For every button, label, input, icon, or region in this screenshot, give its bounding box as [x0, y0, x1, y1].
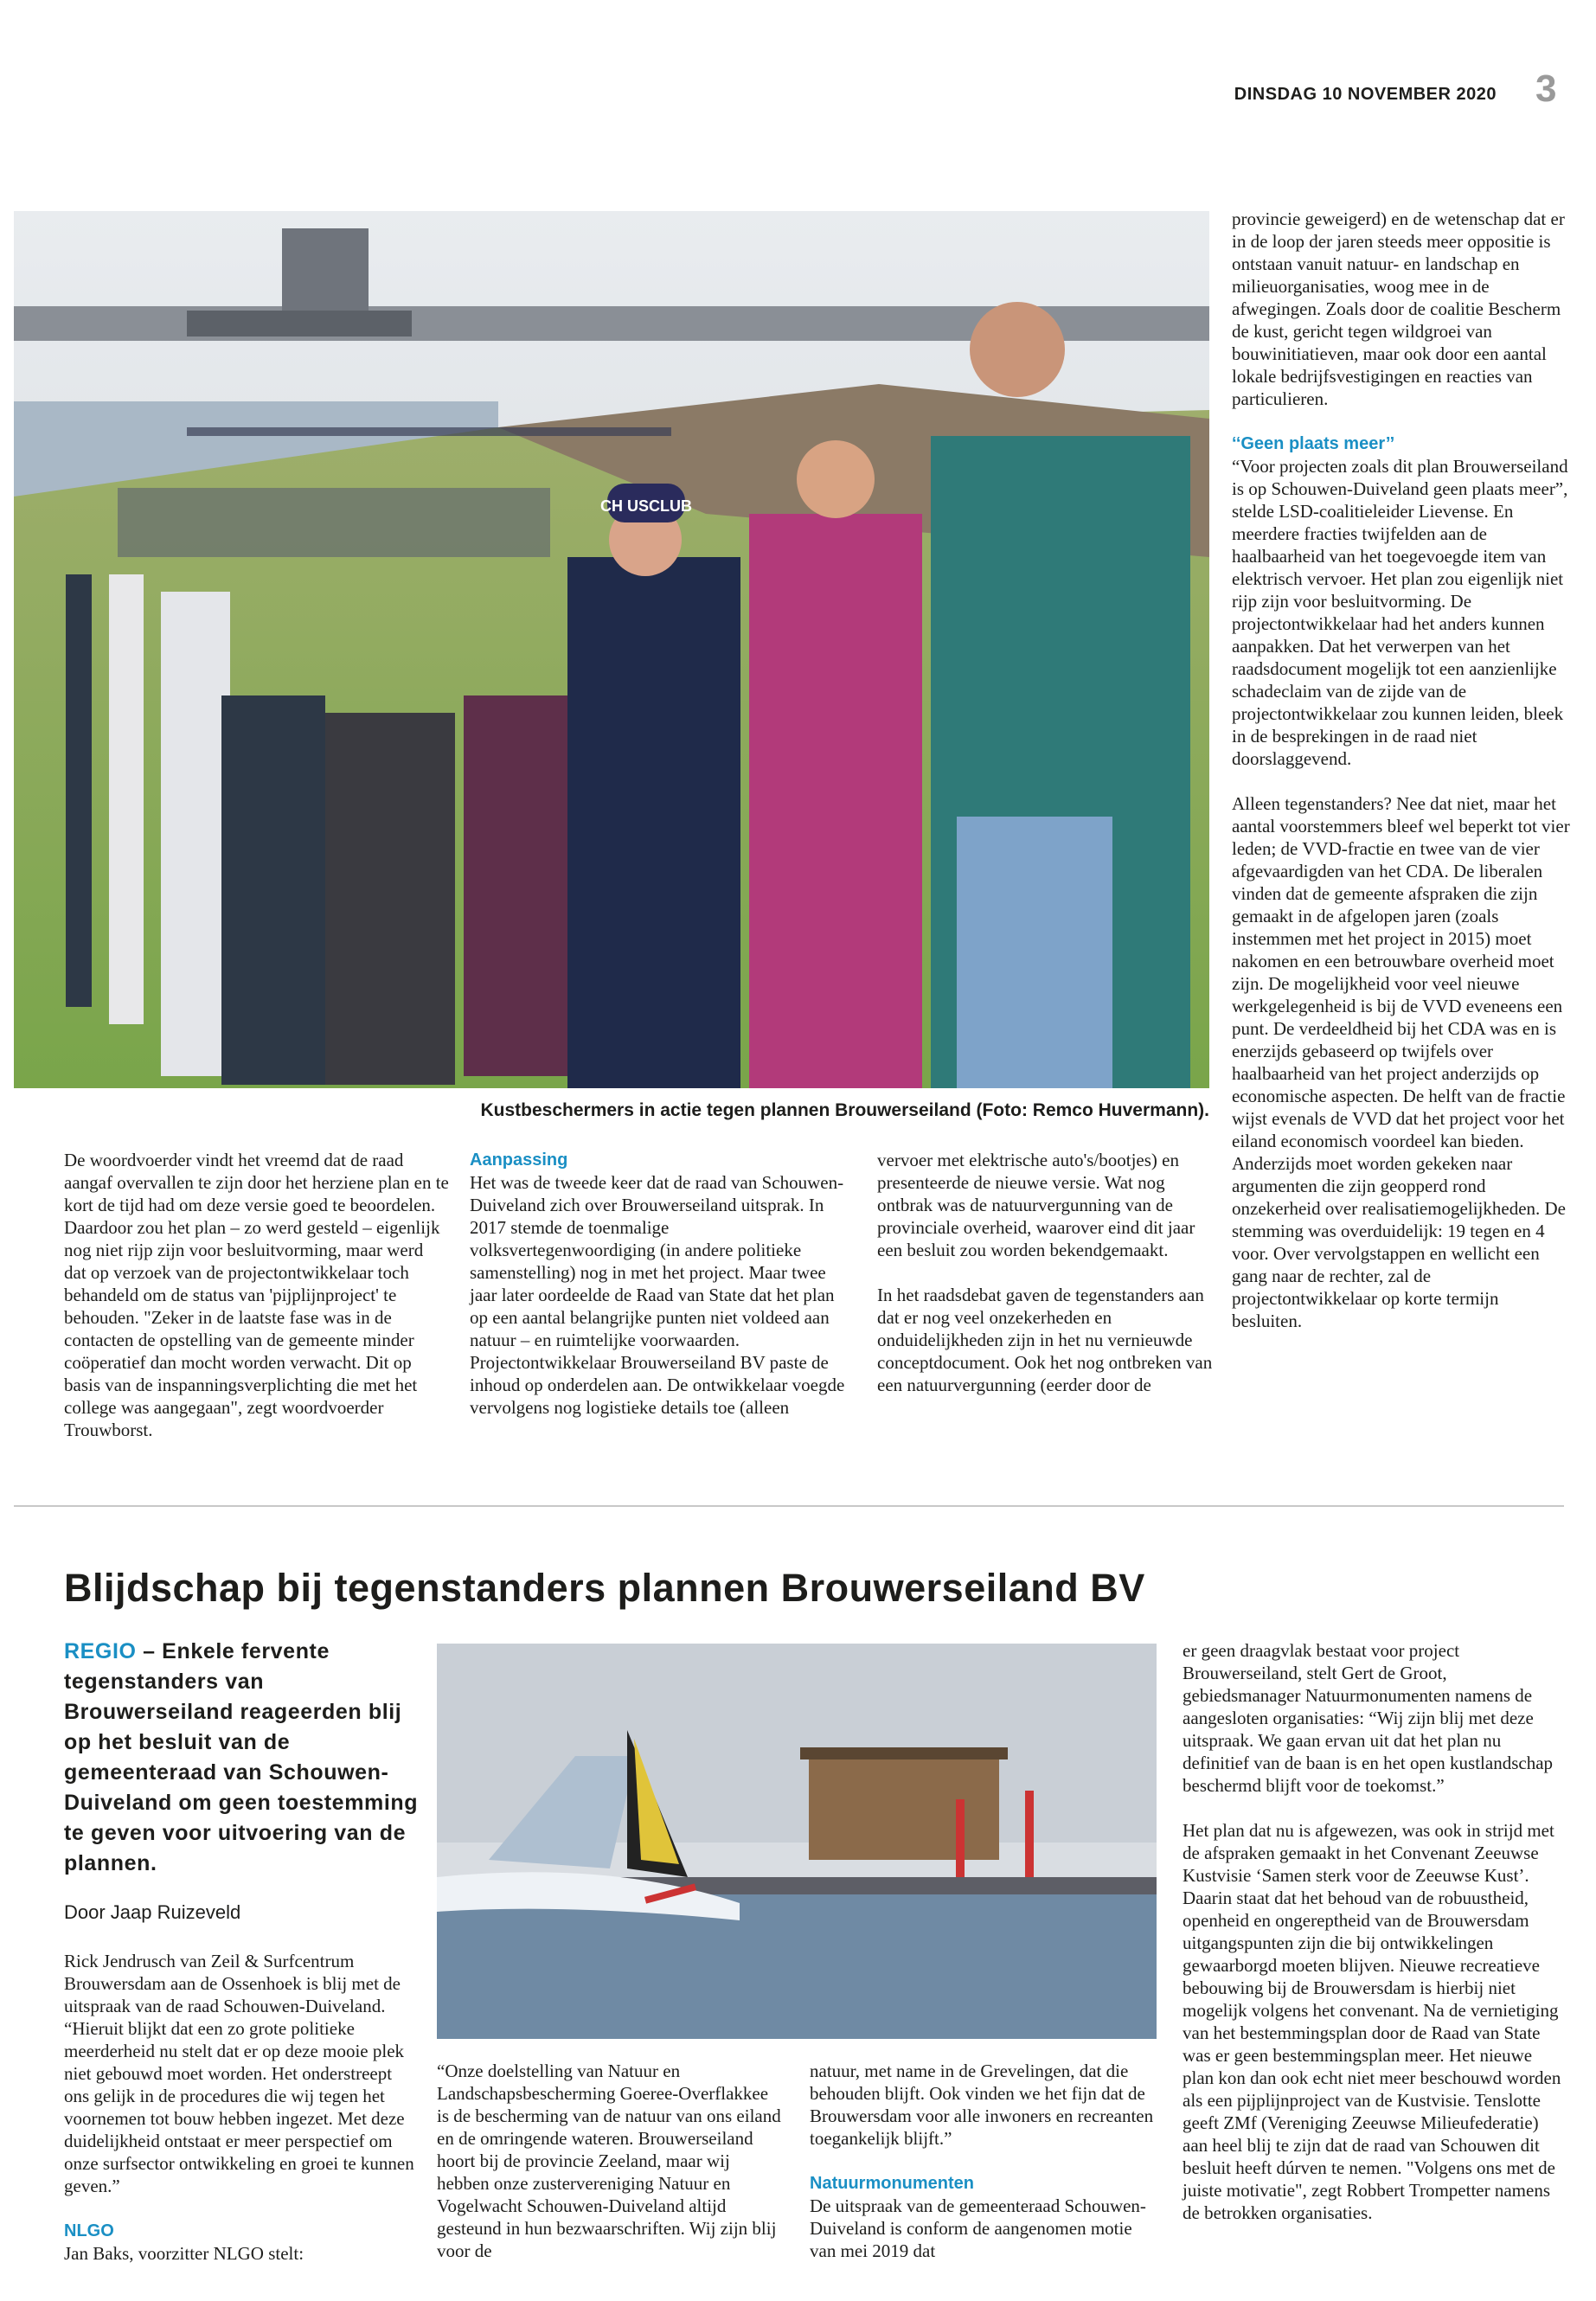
photo-human-chain — [14, 211, 1209, 1088]
subheading-natuurmonumenten: Natuurmonumenten — [810, 2174, 974, 2193]
paragraph: Het was de tweede keer dat de raad van Schouwen-Duiveland zich over Brouwerseiland uitsprak. In 2017 stemde de toenmalige volksvertegenwoordiging (in andere politieke samenstelling) nog in met het project. Maar twee jaar later oordeelde de Raad van State dat het plan op een aantal belangrijke punten niet voldeed aan natuur – en ruimtelijke voorwaarden. Projectontwikkelaar Brouwerseiland BV paste de inhoud op onderdelen aan. De ontwikkelaar voegde vervolgens nog logistieke details toe (alleen — [470, 1172, 845, 1418]
paragraph: provincie geweigerd) en de wetenschap dat er in de loop der jaren steeds meer oppositie is ontstaan vanuit natuur- en landschap en milieuorganisaties, woog mee in de afwegingen. Zoals door de coalitie Bescherm de kust, gericht tegen wildgroei van bouwinitiatieven, maar ook door een aantal lokale bedrijfsvestigingen en reacties van particulieren. — [1232, 208, 1565, 409]
article1-column-2 — [470, 1149, 856, 1441]
paragraph: Jan Baks, voorzitter NLGO stelt: — [64, 2243, 304, 2264]
region-tag: REGIO — [64, 1639, 137, 1663]
paragraph: De woordvoerder vindt het vreemd dat de raad aangaf overvallen te zijn door het herziene plan en te kort de tijd had om deze versie goed te beoordelen. Daardoor zou het plan – zo werd gesteld – eigenlijk nog niet rijp zijn voor besluitvorming, maar werd dat op verzoek van de projectontwikkelaar toch behandeld om de status van 'pijplijnproject' te behouden. "Zeker in de laatste fase was in de contacten de opstelling van de gemeente minder coöperatief dan mocht worden verwacht. Dit op basis van de inspanningsverplichting die met het college was aangegaan", zegt woordvoerder Trouwborst. — [64, 1150, 449, 1440]
article1-column-1 — [64, 1149, 450, 1464]
article2-column-3 — [810, 2060, 1157, 2262]
human-chain-image — [14, 211, 1209, 1088]
article1-column-3 — [877, 1149, 1215, 1419]
article2-headline: Blijdschap bij tegenstanders plannen Brouwerseiland BV — [64, 1566, 1145, 1610]
article2-column-2 — [437, 2060, 783, 2262]
article2-column-1 — [64, 1950, 419, 2265]
subheading-aanpassing: Aanpassing — [470, 1150, 568, 1170]
paragraph: De uitspraak van de gemeenteraad Schouwen-Duiveland is conform de aangenomen motie van mei 2019 dat — [810, 2195, 1146, 2261]
subheading-nlgo: NLGO — [64, 2221, 114, 2240]
article1-column-4 — [1232, 208, 1571, 1355]
paragraph: “Voor projecten zoals dit plan Brouwerseiland is op Schouwen-Duiveland geen plaats meer”, stelde LSD-coalitieleider Lievense. En meerdere fracties twijfelden aan de haalbaarheid van het toegevoegde item van elektrisch vervoer. Het plan zou eigenlijk niet rijp zijn voor besluitvorming. De projectontwikkelaar had het anders kunnen aanpakken. Dat het verwerpen van het raadsdocument mogelijk tot een aanzienlijke schadeclaim van de zijde van de projectontwikkelaar zou kunnen leiden, bleek in de besprekingen in de raad niet doorslaggevend. — [1232, 456, 1568, 769]
paragraph: “Onze doelstelling van Natuur en Landschapsbescherming Goeree-Overflakkee is de bescherming van de natuur van ons eiland en de omringende wateren. Brouwerseiland hoort bij de provincie Zeeland, maar wij hebben onze zustervereniging Natuur en Vogelwacht Schouwen-Duiveland altijd gesteund in hun bezwaarschriften. Wij zijn blij voor de — [437, 2061, 781, 2261]
paragraph: Het plan dat nu is afgewezen, was ook in strijd met de afspraken gemaakt in het Convenant Zeeuwse Kustvisie ‘Samen sterk voor de Zeeuwse Kust’. Daarin staat dat het behoud van de robuustheid, openheid en ongereptheid van de Brouwersdam uitgangspunten zijn die bij ontwikkelingen gewaarborgd moeten blijven. Nieuwe recreatieve bebouwing bij de Brouwersdam is hierbij niet mogelijk volgens het convenant. Na de vernietiging van het bestemmingsplan door de Raad van State was er geen bestemmingsplan meer. Het nieuwe plan kon dan ook echt niet meer beschouwd worden als een pijplijnproject van de Kustvisie. Tenslotte geeft ZMf (Vereniging Zeeuwse Milieufederatie) aan heel blij te zijn dat de raad van Schouwen dit besluit heeft dúrven te nemen. "Volgens ons met de juiste motivatie", zegt Robbert Trompetter namens de betrokken organisaties. — [1183, 1820, 1561, 2223]
paragraph: In het raadsdebat gaven de tegenstanders aan dat er nog veel onzekerheden en onduidelijkheden zijn in het nu vernieuwde conceptdocument. Ook het nog ontbreken van een natuurvergunning (eerder door de — [877, 1285, 1213, 1395]
photo-windsurf — [437, 1644, 1157, 2039]
paragraph: er geen draagvlak bestaat voor project Brouwerseiland, stelt Gert de Groot, gebiedsmanager Natuurmonumenten namens de aangesloten organisaties: “Wij zijn blij met deze uitspraak. We gaan ervan uit dat het plan nu definitief van de baan is en het open kustlandschap beschermd blijft voor de toekomst.” — [1183, 1640, 1554, 1796]
section-divider — [14, 1505, 1564, 1507]
article2-lead — [64, 1637, 419, 1879]
paragraph: Alleen tegenstanders? Nee dat niet, maar het aantal voorstemmers bleef wel beperkt tot vier leden; de VVD-fractie en twee van de vier afgevaardigden van het CDA. De liberalen vinden dat de gemeente afspraken die zijn gemaakt in de afgelopen jaren (zoals instemmen met het project in 2015) moet nakomen en een betrouwbare overheid moet zijn. De mogelijkheid voor veel nieuwe werkgelegenheid is bij de VVD eveneens een punt. De verdeeldheid bij het CDA was en is enerzijds gebaseerd op twijfels over haalbaarheid van het project anderzijds op economische aspecten. De helft van de fractie wijst evenals de VVD dat het project voor het eiland economisch voordeel kan bieden. Anderzijds moet worden gekeken naar argumenten die zijn geopperd rond onzekerheid over realisatiemogelijkheden. De stemming was overduidelijk: 19 tegen en 4 voor. Over vervolgstappen en wellicht een gang naar de rechter, zal de projectontwikkelaar op korte termijn besluiten. — [1232, 793, 1570, 1331]
paragraph: natuur, met name in de Grevelingen, dat die behouden blijft. Ook vinden we het fijn dat de Brouwersdam voor alle inwoners en recreanten toegankelijk blijft.” — [810, 2061, 1154, 2149]
hat-text: CH USCLUB — [600, 497, 692, 515]
paragraph: Rick Jendrusch van Zeil & Surfcentrum Brouwersdam aan de Ossenhoek is blij met de uitspraak van de raad Schouwen-Duiveland. “Hieruit blijkt dat een zo grote politieke meerderheid nu stelt dat er op deze mooie plek niet gebouwd moet worden. Het onderstreept ons gelijk in de procedures die wij tegen het voornemen tot bouw hebben ingezet. Met deze duidelijkheid ontstaat er meer perspectief om onze surfsector ontwikkeling en groei te kunnen geven.” — [64, 1951, 414, 2196]
subheading-geen-plaats-meer: ‘‘Geen plaats meer’’ — [1232, 434, 1395, 453]
byline: Door Jaap Ruizeveld — [64, 1901, 241, 1923]
page-number: 3 — [1535, 67, 1557, 110]
paragraph: vervoer met elektrische auto's/bootjes) en presenteerde de nieuwe versie. Wat nog ontbrak was de natuurvergunning van de provinciale overheid, waarover eind dit jaar een besluit zou worden bekendgemaakt. — [877, 1150, 1195, 1260]
lead-text: – Enkele fervente tegenstanders van Brouwerseiland reageerden blij op het besluit van de gemeenteraad van Schouwen-Duiveland om geen toestemming te geven voor uitvoering van de plannen. — [64, 1639, 419, 1875]
article2-column-4 — [1183, 1639, 1563, 2224]
photo-caption: Kustbeschermers in actie tegen plannen Brouwerseiland (Foto: Remco Huvermann). — [480, 1100, 1209, 1120]
windsurf-image — [437, 1644, 1157, 2039]
issue-date: DINSDAG 10 NOVEMBER 2020 — [1234, 85, 1497, 104]
